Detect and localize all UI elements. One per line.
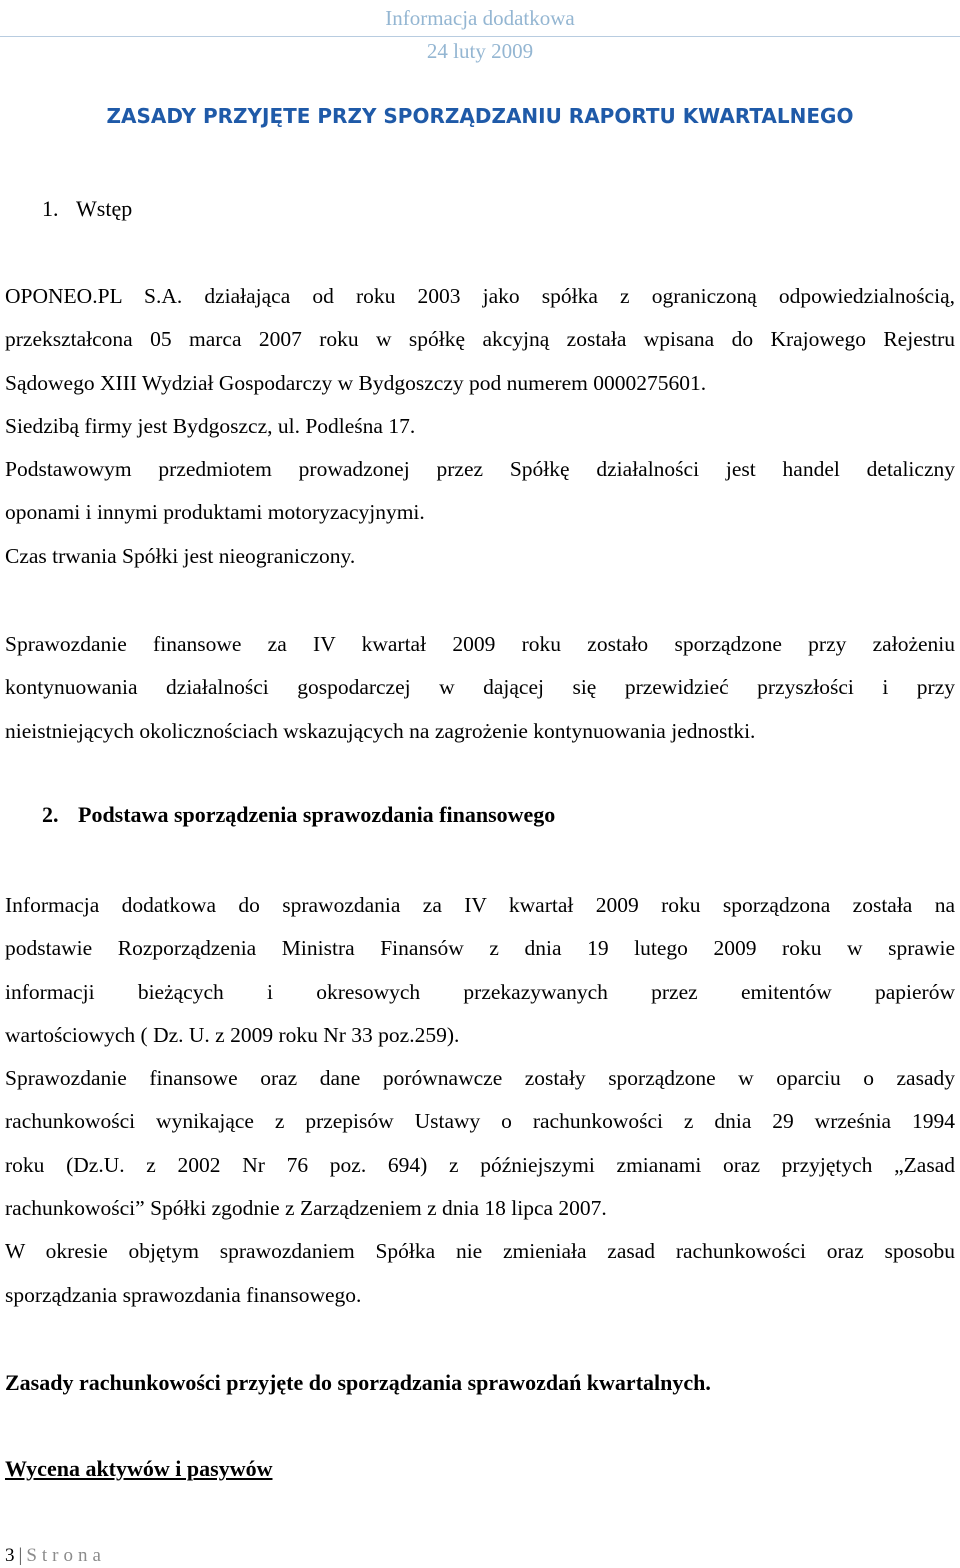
text-line: OPONEO.PL S.A. działająca od roku 2003 jako spółka z ograniczoną odpowiedzialnością, bbox=[5, 284, 955, 308]
text-line: rachunkowości wynikające z przepisów Ustawy o rachunkowości z dnia 29 września 1994 bbox=[5, 1109, 955, 1134]
page-footer bbox=[5, 1545, 106, 1567]
section-2-paragraph bbox=[5, 884, 955, 1317]
text-line: Podstawowym przedmiotem prowadzonej przez Spółkę działalności jest handel detaliczny bbox=[5, 457, 955, 482]
footer-separator: | bbox=[18, 1545, 23, 1566]
text-line: podstawie Rozporządzenia Ministra Finansów z dnia 19 lutego 2009 roku w sprawie bbox=[5, 936, 955, 961]
section-1-heading bbox=[42, 196, 132, 222]
section-2-number: 2. bbox=[42, 802, 59, 827]
text-line: Sprawozdanie finansowe oraz dane porównawcze zostały sporządzone w oparciu o zasady bbox=[5, 1066, 955, 1091]
accounting-principles-heading: Zasady rachunkowości przyjęte do sporządzania sprawozdań kwartalnych. bbox=[5, 1370, 711, 1395]
page-label: Strona bbox=[26, 1545, 106, 1566]
section-1-title: Wstęp bbox=[76, 196, 133, 221]
text-line: nieistniejących okolicznościach wskazujących na zagrożenie kontynuowania jednostki. bbox=[5, 718, 756, 743]
text-line: W okresie objętym sprawozdaniem Spółka nie zmieniała zasad rachunkowości oraz sposobu bbox=[5, 1239, 955, 1264]
header-divider bbox=[0, 36, 960, 37]
text-line: oponami i innymi produktami motoryzacyjnymi. bbox=[5, 500, 425, 525]
section-2-title: Podstawa sporządzenia sprawozdania finansowego bbox=[78, 802, 556, 827]
text-line: Informacja dodatkowa do sprawozdania za IV kwartał 2009 roku sporządzona została na bbox=[5, 893, 955, 917]
section-1-number: 1. bbox=[42, 196, 59, 221]
section-1-paragraph-1 bbox=[5, 275, 955, 578]
text-line: Sprawozdanie finansowe za IV kwartał 2009 roku zostało sporządzone przy założeniu bbox=[5, 632, 955, 656]
text-line: Siedzibą firmy jest Bydgoszcz, ul. Podleśna 17. bbox=[5, 413, 416, 438]
page-header bbox=[0, 2, 960, 68]
text-line: kontynuowania działalności gospodarczej w dającej się przewidzieć przyszłości i przy bbox=[5, 675, 955, 700]
text-line: Sądowego XIII Wydział Gospodarczy w Bydgoszczy pod numerem 0000275601. bbox=[5, 370, 707, 395]
text-line: wartościowych ( Dz. U. z 2009 roku Nr 33 poz.259). bbox=[5, 1022, 460, 1047]
text-line: rachunkowości” Spółki zgodnie z Zarządzeniem z dnia 18 lipca 2007. bbox=[5, 1196, 607, 1221]
text-line: Czas trwania Spółki jest nieograniczony. bbox=[5, 543, 356, 568]
text-line: informacji bieżących i okresowych przekazywanych przez emitentów papierów bbox=[5, 979, 955, 1004]
text-line: sporządzania sprawozdania finansowego. bbox=[5, 1282, 362, 1307]
document-title: ZASADY PRZYJĘTE PRZY SPORZĄDZANIU RAPORTU KWARTALNEGO bbox=[106, 104, 854, 128]
text-line: roku (Dz.U. z 2002 Nr 76 poz. 694) z późniejszymi zmianami oraz przyjętych „Zasad bbox=[5, 1152, 955, 1177]
page-number: 3 bbox=[5, 1545, 15, 1566]
header-document-title: Informacja dodatkowa bbox=[385, 6, 575, 30]
section-1-paragraph-2 bbox=[5, 623, 955, 753]
valuation-heading: Wycena aktywów i pasywów bbox=[5, 1456, 273, 1481]
header-date: 24 luty 2009 bbox=[426, 39, 534, 63]
section-2-heading bbox=[42, 802, 555, 828]
text-line: przekształcona 05 marca 2007 roku w spółkę akcyjną została wpisana do Krajowego Rejestru bbox=[5, 327, 955, 352]
